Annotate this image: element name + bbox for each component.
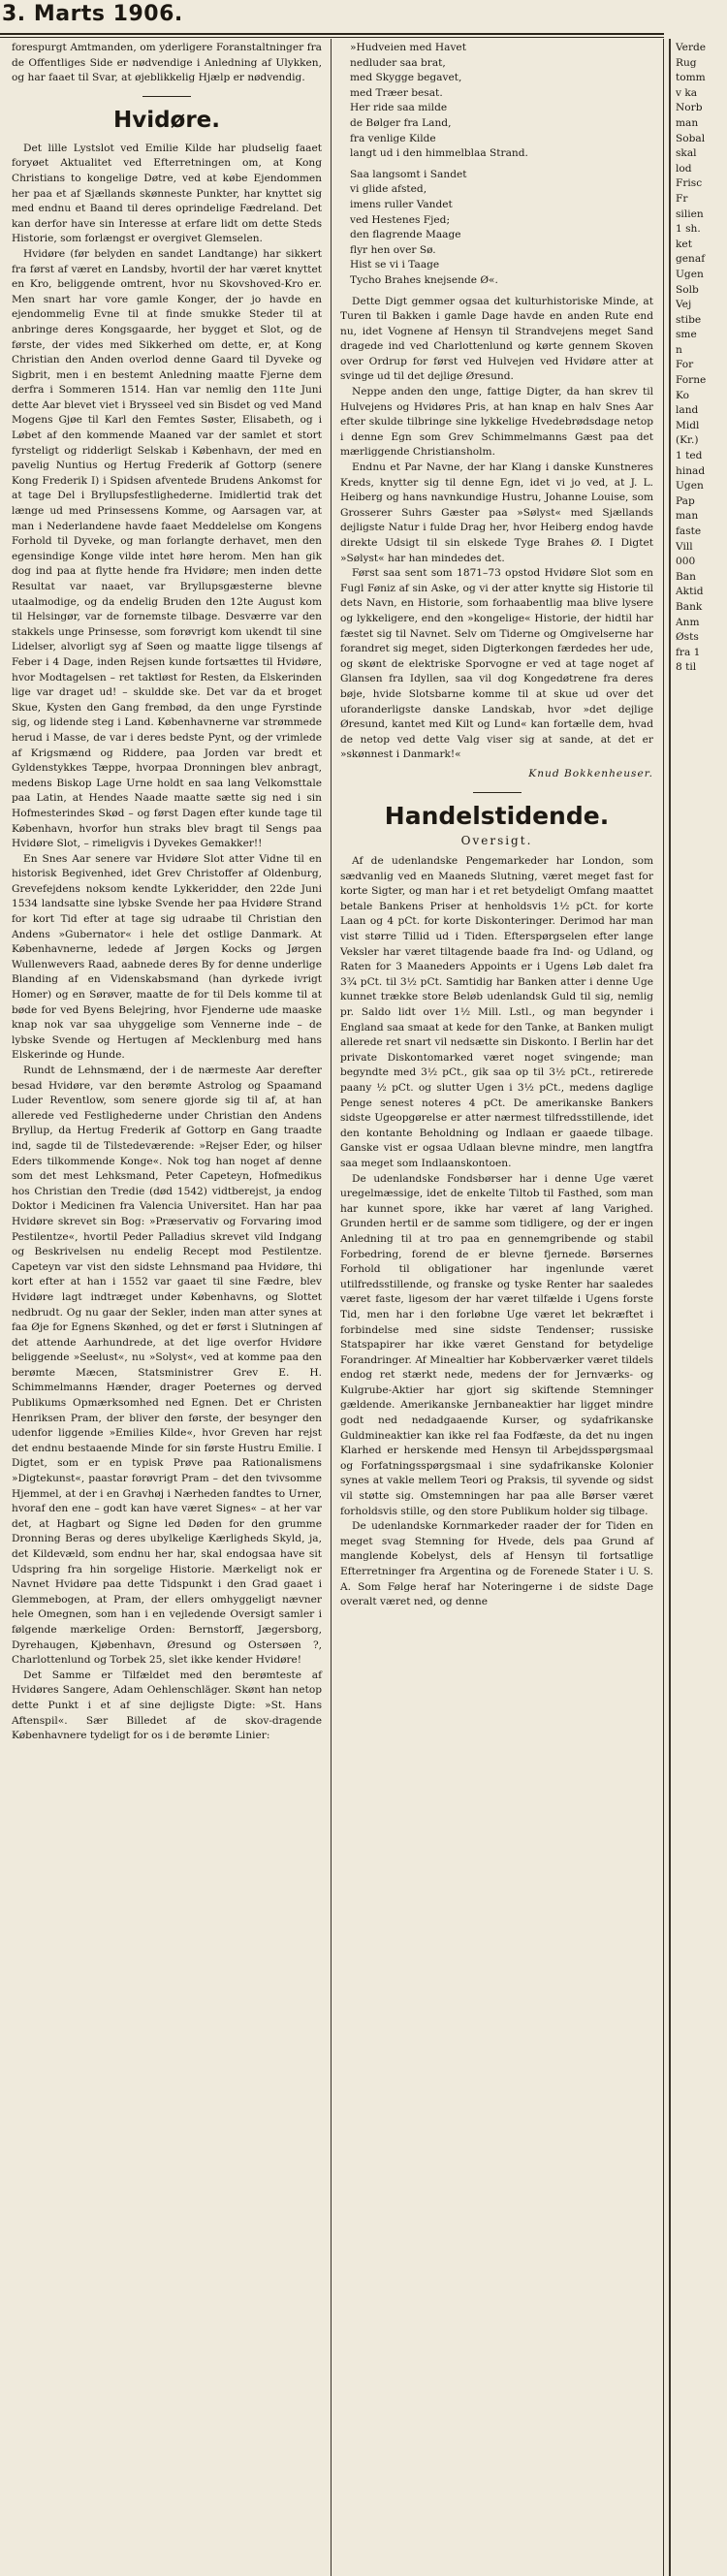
- clipped-line: Forne: [676, 374, 707, 387]
- article-paragraph: Endnu et Par Navne, der har Klang i danske Kunstneres Kreds, knytter sig til denne Egn, idet vi jo ved, at J. L. Heiberg og hans navnkundige Hustru, Johanne Louise, som Grosserer Suhrs Gæster paa »Sølyst« med Sjællands dejligste Natur i fulde Drag her, hvor Heiberg endog havde direkte Udsigt til sin elskede Tyge Brahes Ø. I Digtet »Sølyst« har han mindedes det.: [340, 461, 653, 564]
- clipped-line: 8 til: [676, 661, 697, 674]
- article-title-hvidore: Hvidøre.: [112, 107, 221, 133]
- clipped-line: man: [676, 116, 699, 129]
- poem-line: fra venlige Kilde: [350, 132, 436, 144]
- column-divider: [331, 39, 332, 2576]
- clipped-line: Rug: [676, 56, 697, 69]
- article-paragraph: Hvidøre (før belyden en sandet Landtange) har sikkert fra først af været en Landsby, hvortil der har været knyttet en Kro, beliggende omtrent, hvor nu Skovshoved-Kro er. Men snart har vore gamle Konger, der jo havde en ejendommelig Evne til at finde smukke Steder til at anbringe deres Kongsgaarde, her bygget et Slot, og de første, der vides med Sikkerhed om dette, er, at Kong Christian den Anden overlod denne Gaard til Dyveke og Sigbrit, men i en bestemt Anledning maatte Fjerne dem derfra i Sommeren 1514. Han var nemlig den 11te Juni dette Aar blevet viet i Brysseel ved sin Bisdet og ved Mand Mogens Gjøe til Karl den Femtes Søster, Elisabeth, og i Løbet af den kommende Maaned var der samlet et stort fyrsteligt og ridderligt Selskab i København, der med en pavelig Nuntius og Hertug Frederik af Gottorp (senere Kong Frederik I) i Spidsen afventede Brudens Ankomst for at tage Del i Bryllupsfestlighederne. Imidlertid trak det længe ud med Prinsessens Komme, og Aarsagen var, at man i Nederlandene havde faaet Meddelelse om Kongens Forhold til Dyveke, og man forlangte derhavet, men den egensindige Konge vilde intet høre herom. Men han gik dog ind paa at flytte hende fra Hvidøre; men inden dette Resultat var naaet, var Bryllupsgæsterne blevne utaalmodige, og da endelig Bruden den 12te August kom til Helsingør, var de fornemste tilbage. Desværre var den stakkels unge Prinsesse, som forøvrigt kom ukendt til sine Lidelser, alvorligt syg af Søen og maatte ligge tilsengs af Feber i 4 Dage, inden Rejsen kunde fortsættes til Hvidøre, hvor Modtagelsen – ret taktløst for Resten, da Elskerinden lige var draget ud! – skuldde ske. Det var da et broget Skue, Kysten den Gang frembød, da den unge Fyrstinde sig, og lidende steg i Land. Københavnerne var strømmede herud i Masse, de var i deres bedste Pynt, og der vrimlede af Krigsmænd og Riddere, paa Jorden var bredt et Gyldenstykkes Tæppe, hvorpaa Dronningen blev anbragt, medens Biskop Lage Urne holdt en saa lang Velkomsttale paa Latin, at Hendes Naade maatte sætte sig ned i sin Hofmesterindes Skød – og først Dagen efter kunde tage til København, hvorfor hun straks blev bragt til Sengs paa Hvidøre Slot, – rimeligvis i Dyvekes Gemakker!!: [12, 247, 322, 850]
- article-paragraph: Neppe anden den unge, fattige Digter, da han skrev til Hulvejens og Hvidøres Pris, at han knap en halv Snes Aar efter skulde tilbringe sine lykkelige Hvedebrødsdage netop i denne Egn som Grev Schimmelmanns Gæst paa det mærliggende Christiansholm.: [340, 386, 653, 459]
- clipped-line: Fr: [676, 192, 688, 205]
- poem-line: flyr hen over Sø.: [350, 243, 436, 256]
- clipped-line: (Kr.): [676, 434, 699, 447]
- clipped-line: Ban: [676, 570, 696, 583]
- section-separator: [142, 96, 191, 97]
- poem-line: Saa langsomt i Sandet: [350, 168, 467, 180]
- poem-excerpt: [340, 41, 653, 289]
- clipped-line: 1 ted: [676, 450, 703, 462]
- poem-line: langt ud i den himmelblaa Strand.: [350, 147, 528, 160]
- clipped-line: tomm: [676, 72, 706, 84]
- author-signature: Knud Bokkenheuser.: [528, 767, 653, 779]
- clipped-line: Aktid: [676, 586, 704, 598]
- poem-line: de Bølger fra Land,: [350, 116, 452, 129]
- poem-line: imens ruller Vandet: [350, 198, 453, 210]
- clipped-line: skal: [676, 147, 697, 160]
- clipped-line: 1 sh.: [676, 223, 701, 236]
- intro-paragraph: forespurgt Amtmanden, om yderligere Foranstaltninger fra de Offentliges Side er nødvendige i Anledning af Ulykken, og har faaet til Svar, at øjeblikkelig Hjælp er nødvendig.: [12, 42, 322, 84]
- poem-line: med Træer besat.: [350, 86, 443, 99]
- clipped-line: Solb: [676, 283, 699, 296]
- article-title-handelstidende: Handelstidende.: [384, 801, 610, 830]
- poem-line: Hist se vi i Taage: [350, 259, 440, 271]
- poem-line: den flagrende Maage: [350, 229, 461, 241]
- clipped-line: land: [676, 404, 699, 417]
- clipped-line: Ko: [676, 389, 690, 401]
- clipped-line: Norb: [676, 102, 703, 114]
- poem-line: med Skygge begavet,: [350, 72, 462, 84]
- clipped-line: Ugen: [676, 268, 704, 280]
- clipped-line: Vej: [676, 299, 692, 311]
- poem-line: »Hudveien med Havet: [350, 42, 466, 53]
- clipped-line: Midl: [676, 419, 700, 431]
- column-divider: [669, 39, 671, 2576]
- clipped-line: Vill: [676, 540, 693, 553]
- poem-line: nedluder saa brat,: [350, 56, 446, 69]
- clipped-line: Bank: [676, 600, 703, 613]
- article-paragraph: De udenlandske Kornmarkeder raader der for Tiden en meget svag Stemning for Hvede, dels paa Grund af manglende Kobelyst, dels af Hensyn til fortsatlige Efterretninger fra Argentina og de Forenede Stater i U. S. A. Som Følge heraf har Noteringerne i de sidste Dage overalt været ned, og denne: [340, 1520, 653, 1608]
- header-rule: [0, 33, 664, 35]
- clipped-line: genaf: [676, 253, 706, 266]
- article-paragraph: En Snes Aar senere var Hvidøre Slot atter Vidne til en historisk Begivenhed, idet Grev Christoffer af Oldenburg, Grevefejdens noksom kendte Lykkeridder, den 22de Juni 1534 landsatte sine lybske Svende her paa Hvidøre Strand for kort Tid efter at tage sig udraabe til Christian den Andens »Gubernator« i hele det ostlige Danmark. At Københavnerne, ledede af Jørgen Kocks og Jørgen Wullenwevers Raad, aabnede deres By for denne underlige Blanding af en Videnskabsmand (han dyrkede ivrigt Homer) og en Sørøver, maatte de for til Dels komme til at bøde for ved Byens Belejring, hvor Fjenderne ude maaske knap nok var saa uhyggelige som Vennerne inde – de lybske Svende og Hertugen af Mecklenburg med hans Elskerinde og Hunde.: [12, 852, 322, 1062]
- clipped-line: Verde: [676, 42, 707, 53]
- article-paragraph: Dette Digt gemmer ogsaa det kulturhistoriske Minde, at Turen til Bakken i gamle Dage havde en anden Rute end nu, idet Vognene af Hensyn til Strandvejens meget Sand dragede ind ved Charlottenlund og kørte gennem Skoven over Ordrup for først ved Hulvejen ved Hvidøre atter at svinge ud til det dejlige Øresund.: [340, 295, 653, 383]
- article-paragraph: Af de udenlandske Pengemarkeder har London, som sædvanlig ved en Maaneds Slutning, været meget fast for korte Sigter, og man har i et ret betydeligt Omfang maattet betale Bankens Priser at henholdsvis 1½ pCt. for korte Laan og 4 pCt. for korte Diskonteringer. Derimod har man vist større Tillid ud i Tiden. Efterspørgselen efter lange Veksler har været tiltagende baade fra Ind- og Udland, og Raten for 3 Maaneders Appoints er i Ugens Løb dalet fra 3¾ pCt. til 3½ pCt. Samtidig har Banken atter i denne Uge kunnet trække store Beløb udenlandsk Guld til sig, nemlig pr. Saldo lidt over 1½ Mill. Lstl., og man begynder i England saa smaat at kede for den Tanke, at Banken muligt allerede ret snart vil nedsætte sin Diskonto. I Berlin har det private Diskontomarked været noget svingende; man begyndte med 3½ pCt., gik saa op til 3½ pCt., retirerede paany ½ pCt. og slutter Ugen i 3½ pCt., medens daglige Penge senest noteres 4 pCt. De amerikanske Bankers sidste Ugeopgørelse er atter nærmest tilfredsstillende, idet den kontante Beholdning og Indlaan er gaaede tilbage. Ganske vist er ogsaa Udlaan blevne mindre, men langtfra saa meget som Indlaanskontoen.: [340, 855, 653, 1169]
- poem-line: vi glide afsted,: [350, 183, 427, 196]
- article-subtitle: Oversigt.: [460, 833, 533, 847]
- clipped-line: Østs: [676, 631, 699, 644]
- clipped-line: faste: [676, 525, 702, 537]
- article-paragraph: Det Samme er Tilfældet med den berømteste af Hvidøres Sangere, Adam Oehlenschläger. Skønt han netop dette Punkt i et af sine dejligste Digte: »St. Hans Aftenspil«. Sær Billedet af de skov-dragende Københavnere tydeligt for os i de berømte Linier:: [12, 1669, 322, 1742]
- article-paragraph: Rundt de Lehnsmænd, der i de nærmeste Aar derefter besad Hvidøre, var den berømte Astrolog og Spaamand Luder Reventlow, som senere gjorde sig til af, at han allerede ved Festlighederne under Christian den Andens Bryllup, da Hertug Frederik af Gottorp en Gang traadte ind, sagde til de Tilstedeværende: »Rejser Eder, og hilser Eders tilkommende Konge«. Nok tog han noget af denne som det mest Lehksmand, Peter Capeteyn, Hofmedikus hos Christian den Tredie (død 1542) vidtberejst, ja endog Doktor i Medicinen fra Valencia Universitet. Han har paa Hvidøre skrevet sin Bog: »Præservativ og Forvaring imod Pestilentze«, hvortil Peder Palladius skrevet vild Indgang og Beskrivelsen nu endelig Recept mod Pestilentze. Capeteyn var vist den sidste Lehnsmand paa Hvidøre, thi kort efter at han i 1552 var gaaet til sine Fædre, blev Hvidøre lagt indtræget under Københavns, og Slottet nedbrudt. Og nu gaar der Sekler, inden man atter synes at faa Øje for Egnens Skønhed, og det er først i Slutningen af det attende Aarhundrede, at det lige overfor Hvidøre beliggende »Seelust«, nu »Solyst«, ved at komme paa den berømte Mæcen, Statsministrer Grev E. H. Schimmelmanns Hænder, drager Poeternes og derved Publikums Opmærksomhed ned Egnen. Det er Christen Henriksen Pram, der bliver den første, der besynger den udenfor liggende »Emilies Kilde«, hvor Greven har rejst det endnu bestaaende Minde for sin første Hustru Emilie. I Digtet, som er en typisk Prøve paa Rationalismens »Digtekunst«, paastar forøvrigt Pram – det den tvivsomme Hjemmel, at der i en Gravhøj i Nærheden fandtes to Urner, hvoraf den ene – godt kan have været Signes« – at her var det, at Hagbart og Signe led Døden for den grumme Dronning Beras og deres ubylkelige Kærligheds Skyld, ja, det Kildevæld, som endnu her har, skal endogsaa have sit Udspring fra hin sorgelige Historie. Mærkeligt nok er Navnet Hvidøre paa dette Tidspunkt i den Grad gaaet i Glemmebogen, at Pram, der ellers omhyggeligt nævner hele Omegnen, som han i en vejledende Oversigt samler i følgende mærkelige Orden: Bernstorff, Jægersborg, Dyrehaugen, Kjøbenhavn, Øresund og Ostersøen ?, Charlottenlund og Torbek 25, slet ikke kender Hvidøre!: [12, 1065, 322, 1667]
- clipped-line: sme: [676, 329, 697, 341]
- article-paragraph: Det lille Lystslot ved Emilie Kilde har pludselig faaet foryøet Aktualitet ved Efterretningen om, at Kong Christians to kongelige Døtre, ved at købe Ejendommen her paa et af Sjællands skønneste Punkter, har knyttet sig med endnu et Baand til deres oprindelige Fædreland. Det kan derfor have sin Interesse at erfare lidt om dette Steds Historie, som forlængst er overgivet Glemselen.: [12, 142, 322, 245]
- clipped-line: Frisc: [676, 177, 703, 190]
- clipped-line: lod: [676, 162, 692, 175]
- clipped-line: hinad: [676, 464, 706, 477]
- clipped-line: silien: [676, 207, 704, 220]
- header-rule-thin: [0, 37, 664, 38]
- column-middle: [340, 41, 653, 1610]
- clipped-line: For: [676, 359, 694, 371]
- clipped-line: Anm: [676, 616, 700, 628]
- column-divider: [663, 39, 664, 2576]
- clipped-line: n: [676, 343, 682, 356]
- clipped-line: fra 1: [676, 646, 701, 658]
- poem-line: Her ride saa milde: [350, 102, 448, 114]
- clipped-line: ket: [676, 238, 692, 250]
- clipped-line: Pap: [676, 494, 695, 507]
- clipped-line: Ugen: [676, 480, 704, 493]
- clipped-line: 000: [676, 556, 696, 568]
- column-hvidore: [12, 41, 322, 1744]
- clipped-line: Sobal: [676, 132, 706, 144]
- poem-line: Tycho Brahes knejsende Ø«.: [350, 273, 498, 286]
- article-paragraph: De udenlandske Fondsbørser har i denne Uge været uregelmæssige, idet de enkelte Tiltob til Fasthed, som man har kunnet spore, ikke har været af lang Varighed. Grunden hertil er de samme som tidligere, og der er ingen Anledning til at tro paa en gennemgribende og stabil Forbedring, forend de er blevne fjernede. Børsernes Forhold til obligationer har ingenlunde været utilfredsstillende, og franske og tyske Renter har saaledes været faste, ligesom der har været tilfælde i Ugens forste Tid, men har i den forløbne Uge været let bekræftet i forbindelse med sine sidste Tendenser; russiske Statspapirer har ikke været Genstand for betydelige Forandringer. Af Minealtier har Kobberværker været tildels endog ret stærkt nede, medens der for Jernværks- og Kulgrube-Aktier har gjort sig skiftende Stemninger gældende. Amerikanske Jernbaneaktier har ligget mindre godt ned nedadgaaende Kurser, og sydafrikanske Guldmineaktier kan ikke rel faa Fodfæste, da det nu ingen Klarhed er herskende med Hensyn til Arbejdsspørgsmaal og Forfatningsspørgsmaal i sine sydafrikanske Kolonier synes at vakle mellem Teori og Praksis, til syvende og sidst vil støtte sig. Omstemningen har paa alle Børser været forholdsvis stille, og den store Publikum holder sig tilbage.: [340, 1172, 653, 1517]
- column-clipped-right: [676, 41, 727, 2561]
- clipped-line: man: [676, 510, 699, 523]
- poem-line: ved Hestenes Fjed;: [350, 213, 451, 226]
- article-paragraph: Først saa sent som 1871–73 opstod Hvidøre Slot som en Fugl Føniz af sin Aske, og vi der atter knytte sig Historie til dets Navn, en Historie, som forhaabentlig maa blive lysere og lykkeligere, end den »kongelige« Historie, der hidtil har fæstet sig til Navnet. Selv om Tiderne og Omgivelserne har forandret sig meget, siden Digterkongen færdedes her ude, og skønt de elektriske Sporvogne er ved at tage noget af Glansen fra Idyllen, saa vil dog Kongedøtrene fra deres bøje, hvide Slotsbarne komme til at skue ud over det uforanderligste danske Landskab, hvor »det dejlige Øresund, kantet med Kilt og Lund« kan fortælle dem, hvad de netop ved dette Valg viser sig at sande, at det er »skønnest i Danmark!«: [340, 567, 653, 761]
- clipped-line: v ka: [676, 86, 698, 99]
- page-header: [0, 0, 727, 35]
- clipped-line: stibe: [676, 313, 702, 326]
- section-separator: [473, 792, 522, 793]
- issue-date: 3. Marts 1906.: [2, 2, 183, 26]
